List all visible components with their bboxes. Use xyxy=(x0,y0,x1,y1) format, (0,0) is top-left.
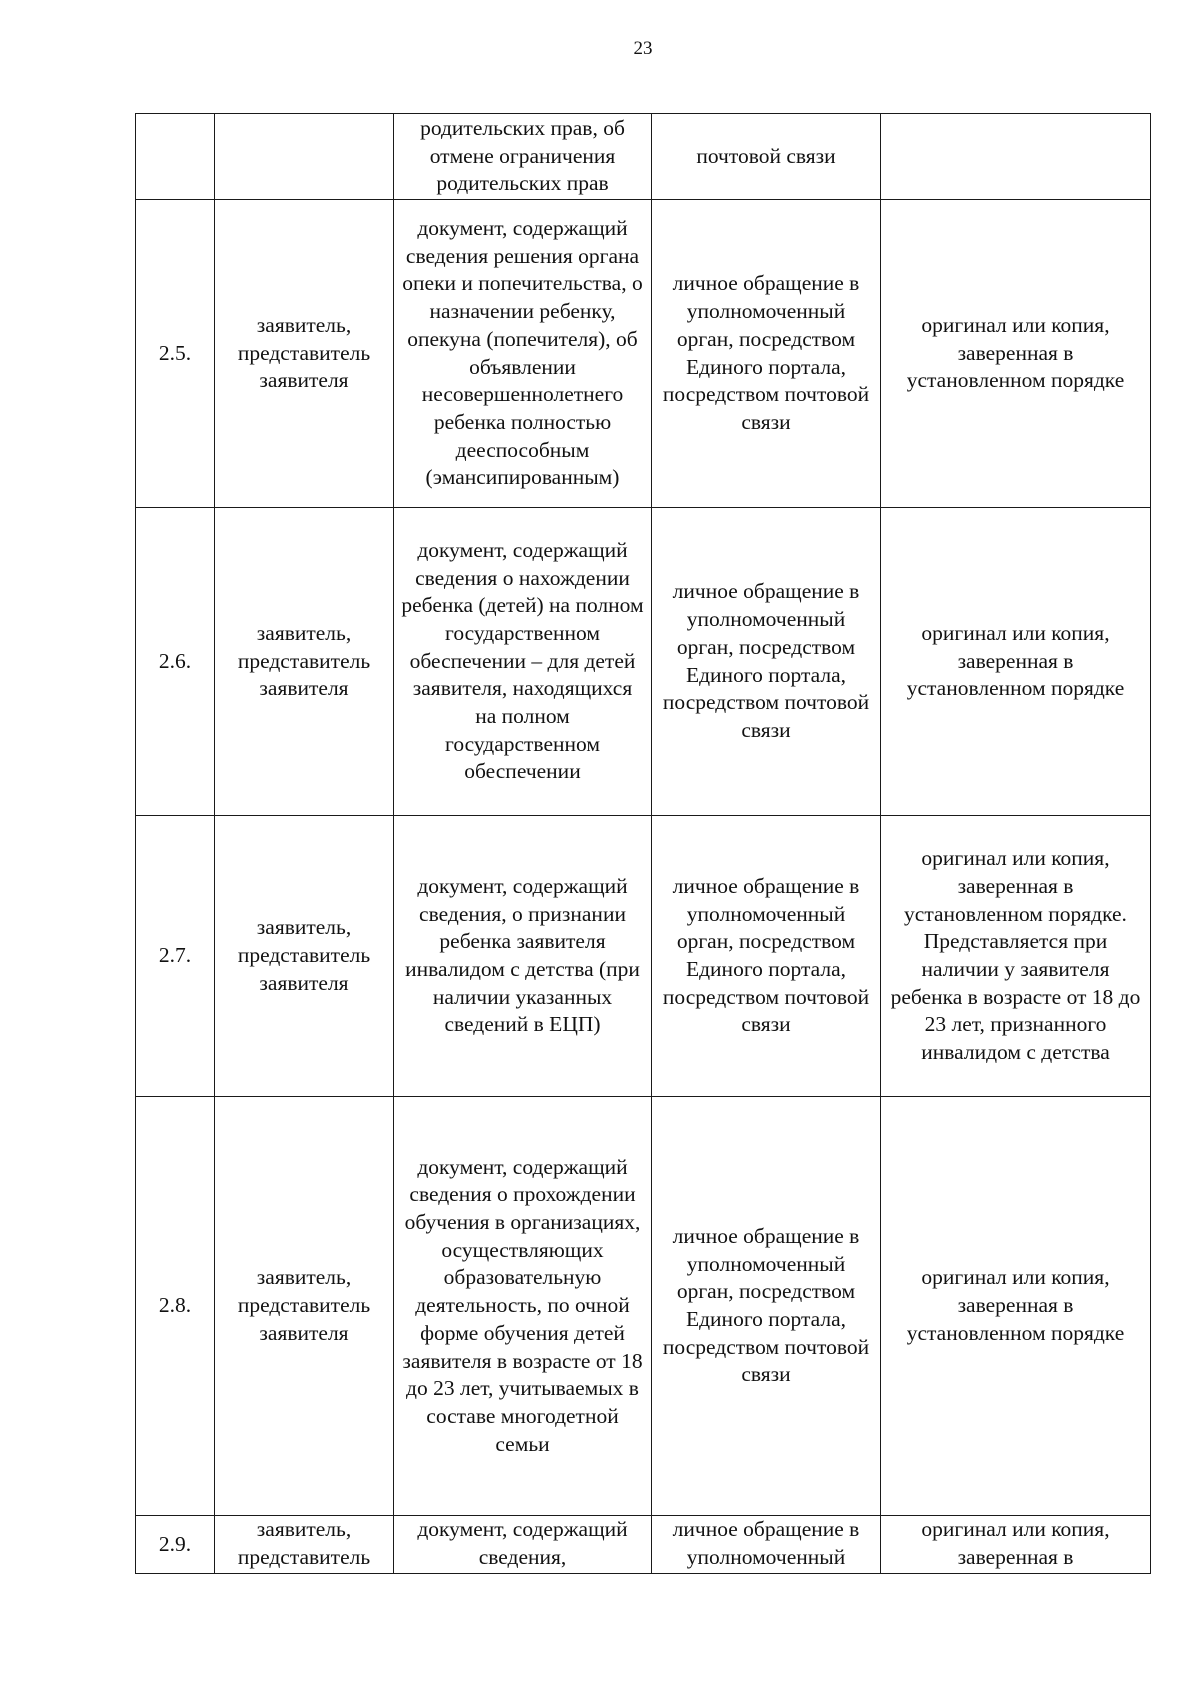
cell-document-form xyxy=(881,114,1151,200)
page-number: 23 xyxy=(633,38,653,59)
cell-document-form: оригинал или копия, заверенная в установленном порядке xyxy=(881,508,1151,816)
cell-document: документ, содержащий сведения, о признании ребенка заявителя инвалидом с детства (при наличии указанных сведений в ЕЦП) xyxy=(394,816,652,1097)
cell-number: 2.5. xyxy=(136,200,215,508)
cell-submission-method: личное обращение в уполномоченный орган, посредством Единого портала, посредством почтовой связи xyxy=(652,816,881,1097)
cell-number xyxy=(136,114,215,200)
cell-submission-method: личное обращение в уполномоченный орган, посредством Единого портала, посредством почтовой связи xyxy=(652,508,881,816)
cell-number: 2.8. xyxy=(136,1097,215,1516)
cell-document: документ, содержащий сведения решения органа опеки и попечительства, о назначении ребенку, опекуна (попечителя), об объявлении несовершеннолетнего ребенка полностью дееспособным (эмансипированным) xyxy=(394,200,652,508)
cell-document-form: оригинал или копия, заверенная в установленном порядке xyxy=(881,1097,1151,1516)
cell-submission-method: личное обращение в уполномоченный орган, посредством Единого портала, посредством почтовой связи xyxy=(652,200,881,508)
cell-submission-method: личное обращение в уполномоченный xyxy=(652,1516,881,1574)
documents-table xyxy=(135,113,1151,1574)
table-row xyxy=(136,114,1151,200)
cell-applicant: заявитель, представитель заявителя xyxy=(215,508,394,816)
cell-applicant: заявитель, представитель xyxy=(215,1516,394,1574)
table-row xyxy=(136,1516,1151,1574)
cell-applicant: заявитель, представитель заявителя xyxy=(215,816,394,1097)
cell-applicant: заявитель, представитель заявителя xyxy=(215,1097,394,1516)
table-row xyxy=(136,816,1151,1097)
cell-submission-method: личное обращение в уполномоченный орган, посредством Единого портала, посредством почтовой связи xyxy=(652,1097,881,1516)
cell-submission-method: почтовой связи xyxy=(652,114,881,200)
table-row xyxy=(136,1097,1151,1516)
cell-document-form: оригинал или копия, заверенная в xyxy=(881,1516,1151,1574)
cell-applicant: заявитель, представитель заявителя xyxy=(215,200,394,508)
cell-number: 2.9. xyxy=(136,1516,215,1574)
cell-applicant xyxy=(215,114,394,200)
cell-document-form: оригинал или копия, заверенная в установленном порядке xyxy=(881,200,1151,508)
cell-number: 2.7. xyxy=(136,816,215,1097)
cell-document: документ, содержащий сведения о прохождении обучения в организациях, осуществляющих образовательную деятельность, по очной форме обучения детей заявителя в возрасте от 18 до 23 лет, учитываемых в составе многодетной семьи xyxy=(394,1097,652,1516)
cell-document-form: оригинал или копия, заверенная в установленном порядке. Представляется при наличии у заявителя ребенка в возрасте от 18 до 23 лет, признанного инвалидом с детства xyxy=(881,816,1151,1097)
cell-number: 2.6. xyxy=(136,508,215,816)
table-row xyxy=(136,508,1151,816)
cell-document: документ, содержащий сведения о нахождении ребенка (детей) на полном государственном обеспечении – для детей заявителя, находящихся на полном государственном обеспечении xyxy=(394,508,652,816)
cell-document: родительских прав, об отмене ограничения родительских прав xyxy=(394,114,652,200)
table-row xyxy=(136,200,1151,508)
cell-document: документ, содержащий сведения, xyxy=(394,1516,652,1574)
